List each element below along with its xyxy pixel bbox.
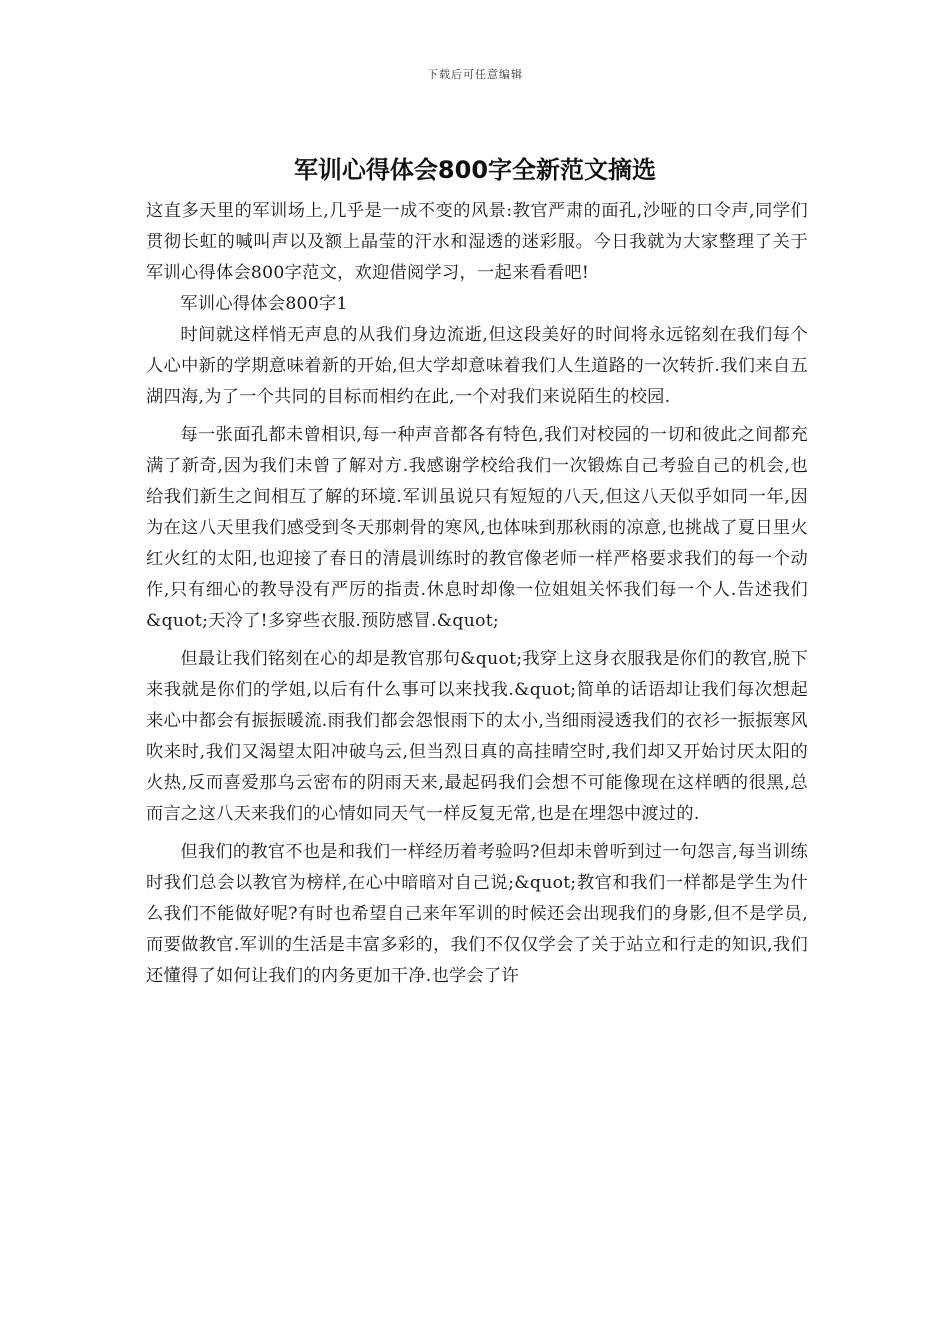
body-paragraph: 时间就这样悄无声息的从我们身边流逝,但这段美好的时间将永远铭刻在我们每个人心中新的学期意味着新的开始,但大学却意味着我们人生道路的一次转折.我们来自五湖四海,为了一个共同的目标而相约在此,一个对我们来说陌生的校园. — [146, 325, 808, 407]
document-title: 军训心得体会800字全新范文摘选 — [293, 156, 657, 184]
header-note: 下载后可任意编辑 — [427, 68, 523, 81]
section-heading: 军训心得体会800字1 — [180, 294, 348, 314]
body-paragraph: 但我们的教官不也是和我们一样经历着考验吗?但却未曾听到过一句怨言,每当训练时我们总会以教官为榜样,在心中暗暗对自己说;&quot;教官和我们一样都是学生为什么我们不能做好呢?有时也希望自己来年军训的时候还会出现我们的身影,但不是学员,而要做教官.军训的生活是丰富多彩的，我们不仅仅学会了关于站立和行走的知识,我们还懂得了如何让我们的内务更加干净.也学会了许 — [146, 842, 808, 986]
document-body — [146, 196, 808, 992]
intro-paragraph: 这直多天里的军训场上,几乎是一成不变的风景:教官严肃的面孔,沙哑的口令声,同学们贯彻长虹的喊叫声以及额上晶莹的汗水和湿透的迷彩服。今日我就为大家整理了关于军训心得体会800字范文，欢迎借阅学习，一起来看看吧! — [146, 201, 808, 283]
body-paragraph: 每一张面孔都未曾相识,每一种声音都各有特色,我们对校园的一切和彼此之间都充满了新奇,因为我们未曾了解对方.我感谢学校给我们一次锻炼自己考验自己的机会,也给我们新生之间相互了解的环境.军训虽说只有短短的八天,但这八天似乎如同一年,因为在这八天里我们感受到冬天那刺骨的寒风,也体味到那秋雨的凉意,也挑战了夏日里火红火红的太阳,也迎接了春日的清晨训练时的教官像老师一样严格要求我们的每一个动作,只有细心的教导没有严厉的指责.休息时却像一位姐姐关怀我们每一个人.告述我们&quot;天冷了!多穿些衣服.预防感冒.&quot; — [146, 425, 808, 631]
body-paragraph: 但最让我们铭刻在心的却是教官那句&quot;我穿上这身衣服我是你们的教官,脱下来我就是你们的学姐,以后有什么事可以来找我.&quot;简单的话语却让我们每次想起来心中都会有振振暖流.雨我们都会怨恨雨下的太小,当细雨浸透我们的衣衫一振振寒风吹来时,我们又渴望太阳冲破乌云,但当烈日真的高挂晴空时,我们却又开始讨厌太阳的火热,反而喜爱那乌云密布的阴雨天来,最起码我们会想不可能像现在这样晒的很黑,总而言之这八天来我们的心情如同天气一样反复无常,也是在埋怨中渡过的. — [146, 649, 808, 824]
